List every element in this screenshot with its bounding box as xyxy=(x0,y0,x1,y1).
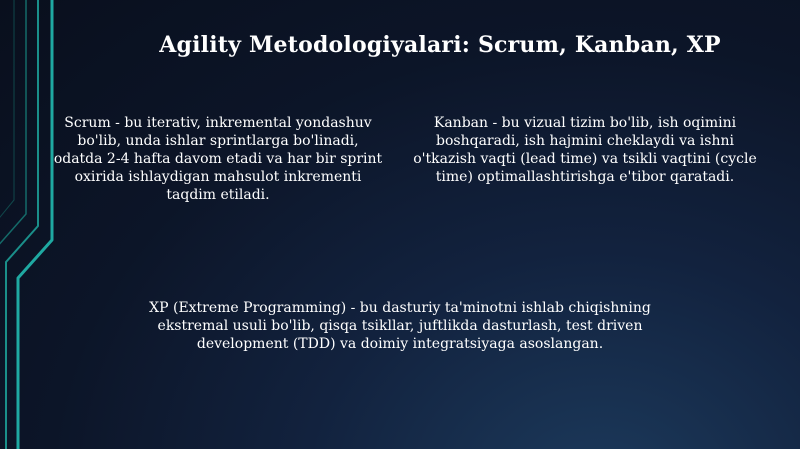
circuit-line-faint xyxy=(0,0,14,222)
kanban-description: Kanban - bu vizual tizim bo'lib, ish oqimini boshqaradi, ish hajmini cheklaydi va ishni o'tkazish vaqti (lead time) va tsikli vaqtini (cycle time) optimallashtirishga e'tibor qaratadi. xyxy=(413,115,757,185)
scrum-description: Scrum - bu iterativ, inkremental yondashuv bo'lib, unda ishlar sprintlarga bo'linadi, odatda 2-4 hafta davom etadi va har bir sprint oxirida ishlaydigan mahsulot inkrementi taqdim etiladi. xyxy=(53,115,383,203)
circuit-line-outer xyxy=(18,0,52,449)
slide-title: Agility Metodologiyalari: Scrum, Kanban, XP xyxy=(159,32,721,58)
circuit-line-inner xyxy=(0,0,26,248)
xp-description: XP (Extreme Programming) - bu dasturiy ta'minotni ishlab chiqishning ekstremal usuli bo'lib, qisqa tsikllar, juftlikda dasturlash, test driven development (TDD) va doimiy integratsiyaga asoslangan. xyxy=(149,300,651,352)
circuit-line-middle xyxy=(6,0,38,449)
